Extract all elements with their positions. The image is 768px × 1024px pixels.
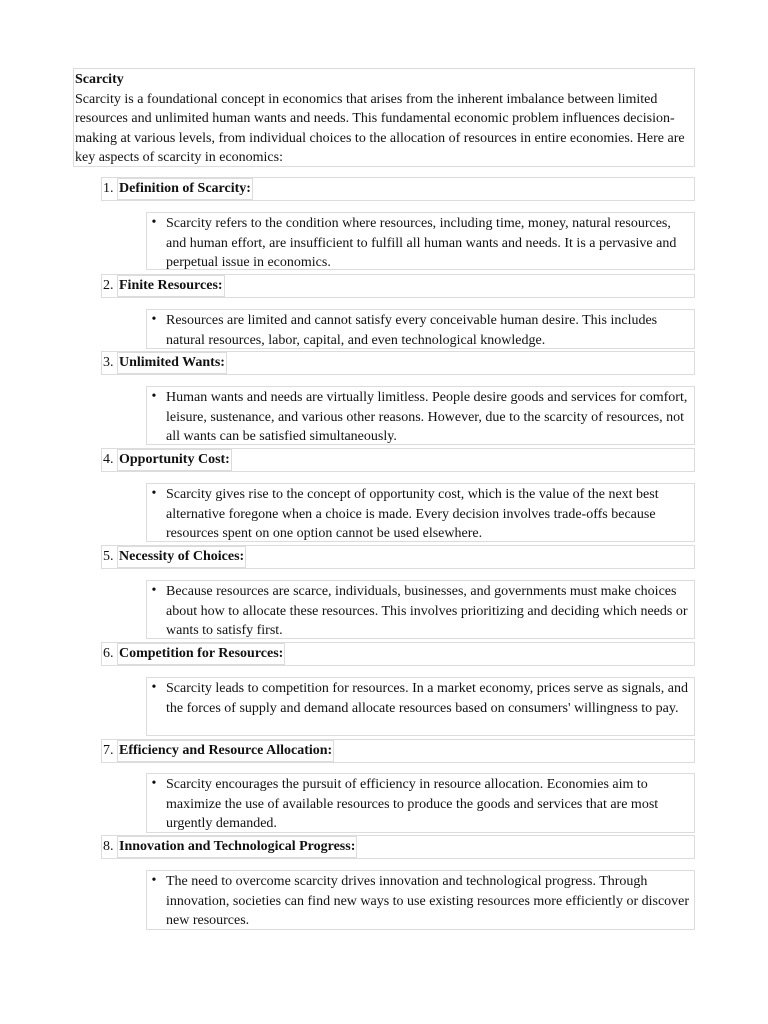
bullet-text: The need to overcome scarcity drives innovation and technological progress. Through innovation, societies can find new ways to use existing resources more efficiently or discover new resources. [166,874,690,928]
list-number: 8. [103,839,114,854]
list-heading: Necessity of Choices: [117,546,246,568]
bullet-item-2 [146,309,695,349]
list-item-5 [101,545,695,569]
list-heading: Competition for Resources: [117,643,285,665]
bullet-icon: • [151,873,157,888]
list-item-1 [101,177,695,201]
bullet-icon: • [151,215,157,230]
bullet-text: Human wants and needs are virtually limitless. People desire goods and services for comfort, leisure, sustenance, and various other reasons. However, due to the scarcity of resources, not all wants can be satisfied simultaneously. [166,390,688,444]
intro-section [73,68,695,167]
bullet-icon: • [151,583,157,598]
intro-paragraph: Scarcity is a foundational concept in economics that arises from the inherent imbalance between limited resources and unlimited human wants and needs. This fundamental economic problem influences decision-making at various levels, from individual choices to the allocation of resources in entire economies. Here are key aspects of scarcity in economics: [75,91,685,165]
list-item-4 [101,448,695,472]
list-item-8 [101,835,695,859]
list-heading: Innovation and Technological Progress: [117,836,357,858]
list-number: 7. [103,743,114,758]
list-item-7 [101,739,695,763]
bullet-item-6 [146,677,695,736]
list-item-6 [101,642,695,666]
bullet-text: Scarcity encourages the pursuit of efficiency in resource allocation. Economies aim to maximize the use of available resources to produce the goods and services that are most urgently demanded. [166,777,659,831]
bullet-text: Resources are limited and cannot satisfy every conceivable human desire. This includes natural resources, labor, capital, and even technological knowledge. [166,313,658,348]
bullet-icon: • [151,776,157,791]
list-heading: Efficiency and Resource Allocation: [117,740,334,762]
list-heading: Finite Resources: [117,275,225,297]
list-item-3 [101,351,695,375]
list-number: 1. [103,181,114,196]
bullet-icon: • [151,486,157,501]
list-number: 3. [103,355,114,370]
list-number: 5. [103,549,114,564]
bullet-icon: • [151,312,157,327]
bullet-item-3 [146,386,695,445]
bullet-text: Scarcity gives rise to the concept of opportunity cost, which is the value of the next best alternative foregone when a choice is made. Every decision involves trade-offs because resources spent on one option cannot be used elsewhere. [166,487,659,541]
list-number: 4. [103,452,114,467]
list-heading: Unlimited Wants: [117,352,227,374]
document-title: Scarcity [75,72,124,87]
bullet-item-4 [146,483,695,542]
list-heading: Opportunity Cost: [117,449,232,471]
list-number: 2. [103,278,114,293]
bullet-text: Scarcity leads to competition for resources. In a market economy, prices serve as signals, and the forces of supply and demand allocate resources based on consumers' willingness to pay. [166,681,688,716]
list-heading: Definition of Scarcity: [117,178,253,200]
bullet-item-8 [146,870,695,930]
bullet-item-5 [146,580,695,639]
bullet-item-1 [146,212,695,270]
list-number: 6. [103,646,114,661]
list-item-2 [101,274,695,298]
bullet-text: Scarcity refers to the condition where resources, including time, money, natural resources, and human effort, are insufficient to fulfill all human wants and needs. It is a pervasive and perpetual issue in economics. [166,216,677,270]
bullet-icon: • [151,680,157,695]
bullet-icon: • [151,389,157,404]
bullet-item-7 [146,773,695,833]
bullet-text: Because resources are scarce, individuals, businesses, and governments must make choices about how to allocate these resources. This involves prioritizing and deciding which needs or wants to satisfy first. [166,584,688,638]
